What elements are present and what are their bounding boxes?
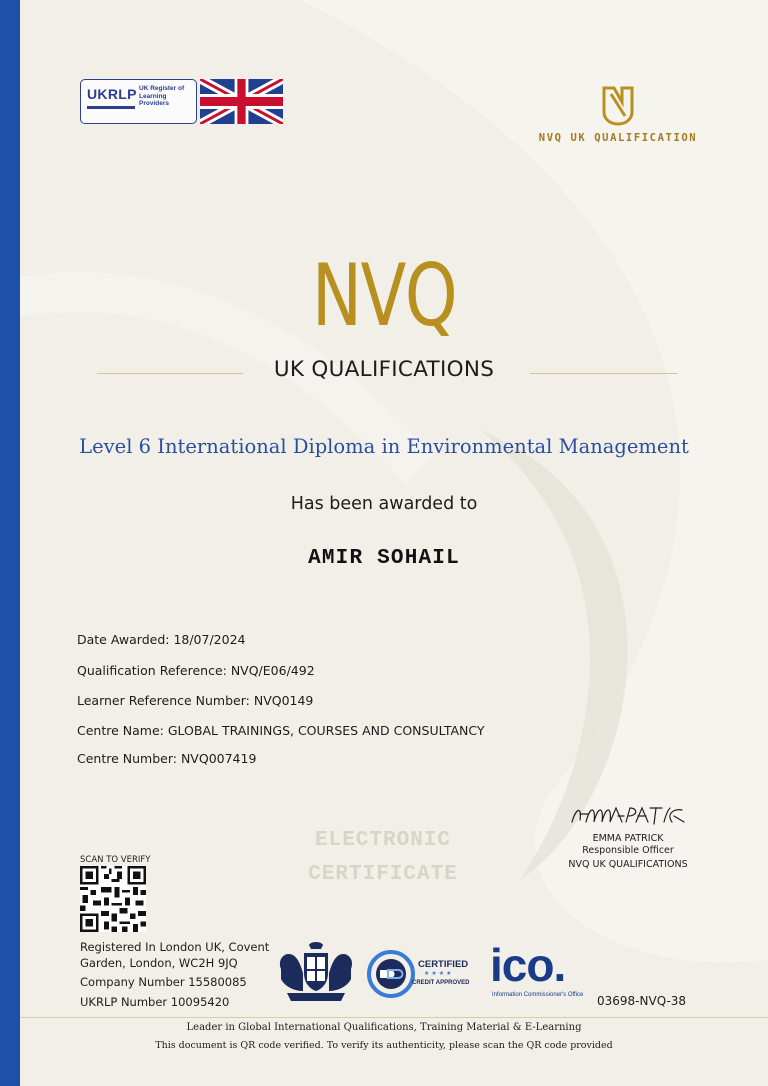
stamp-line-1: ELECTRONIC: [314, 829, 452, 852]
stamp-line-2: CERTIFICATE: [308, 863, 458, 886]
signatory-organisation: NVQ UK QUALIFICATIONS: [568, 859, 688, 870]
brand-name: NVQ UK QUALIFICATION: [538, 132, 698, 144]
certificate-title: NVQ: [311, 246, 457, 346]
ukrlp-logo: [80, 79, 197, 124]
cpd-stars-icon: ★★★★: [424, 970, 454, 977]
qualification-name: Level 6 International Diploma in Environmental Management: [79, 435, 689, 458]
date-awarded: Date Awarded: 18/07/2024: [77, 632, 246, 647]
learner-name: AMIR SOHAIL: [308, 547, 460, 570]
cpd-credit-approved-label: CREDIT APPROVED: [412, 980, 470, 986]
signatory-role: Responsible Officer: [582, 845, 674, 856]
electronic-certificate-stamp: [290, 824, 476, 892]
learner-reference-number: Learner Reference Number: NVQ0149: [77, 693, 314, 708]
signature-image: [566, 800, 690, 830]
footer-tagline: Leader in Global International Qualifications, Training Material & E-Learning: [186, 1022, 582, 1033]
footer-divider: [20, 1017, 768, 1018]
qualification-reference: Qualification Reference: NVQ/E06/492: [77, 663, 315, 678]
ico-logo: ico.: [490, 939, 566, 991]
ukrlp-number: UKRLP Number 10095420: [80, 995, 230, 1009]
cpd-logo-icon: [366, 949, 474, 999]
signatory-name: EMMA PATRICK: [592, 833, 664, 844]
ukrlp-logo-text: UK Register of Learning Providers: [139, 85, 185, 107]
company-number: Company Number 15580085: [80, 975, 247, 989]
scan-to-verify-label: SCAN TO VERIFY: [80, 855, 151, 865]
ico-subtitle: Information Commissioner's Office: [492, 992, 584, 998]
certificate-code: 03698-NVQ-38: [597, 994, 687, 1008]
centre-number: Centre Number: NVQ007419: [77, 751, 257, 766]
qr-code-icon[interactable]: [80, 866, 146, 932]
awarded-to-text: Has been awarded to: [290, 494, 478, 514]
union-jack-flag-icon: [200, 79, 283, 124]
footer-verification-note: This document is QR code verified. To verify its authenticity, please scan the QR code provided: [155, 1040, 613, 1051]
certificate-subtitle: UK QUALIFICATIONS: [273, 357, 495, 382]
cpd-certified-label: CERTIFIED: [418, 959, 469, 970]
centre-name: Centre Name: GLOBAL TRAININGS, COURSES AND CONSULTANCY: [77, 723, 485, 738]
ukrlp-logo-underline: [87, 106, 135, 109]
nvq-shield-logo-icon: [600, 86, 636, 126]
left-accent-bar: [0, 0, 20, 1086]
registered-address: Registered In London UK, Covent Garden, London, WC2H 9JQ: [80, 940, 270, 970]
royal-coat-of-arms-icon: [273, 939, 359, 1007]
ukrlp-logo-abbrev: UKRLP: [87, 86, 137, 102]
